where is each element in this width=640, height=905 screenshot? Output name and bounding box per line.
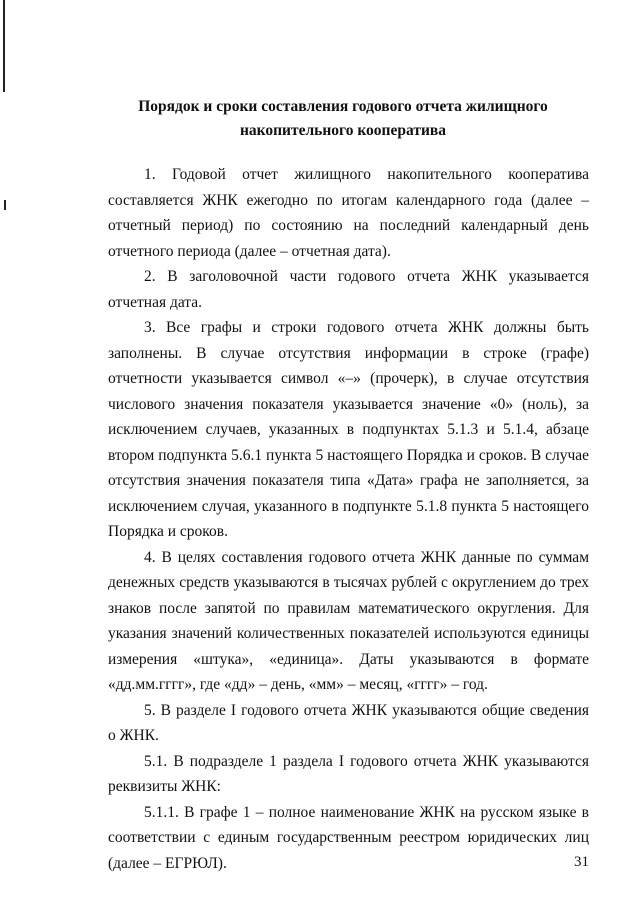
document-title-line-1: Порядок и сроки составления годового отчета жилищного xyxy=(138,98,548,115)
paragraph-5: 5. В разделе I годового отчета ЖНК указываются общие сведения о ЖНК. xyxy=(108,701,589,744)
document-title-line-2: накопительного кооператива xyxy=(239,122,447,139)
page-number: 31 xyxy=(574,854,589,870)
paragraph-2: 2. В заголовочной части годового отчета ЖНК указывается отчетная дата. xyxy=(108,268,589,311)
document-body xyxy=(108,162,589,876)
paragraph-3: 3. Все графы и строки годового отчета ЖНК должны быть заполнены. В случае отсутствия информации в строке (графе) отчетности указывается символ «–» (прочерк), в случае отсутствия числового значения показателя указывается значение «0» (ноль), за исключением случаев, указанных в подпунктах 5.1.3 и 5.1.4, абзаце втором подпункта 5.6.1 пункта 5 настоящего Порядка и сроков. В случае отсутствия значения показателя типа «Дата» графа не заполняется, за исключением случая, указанного в подпункте 5.1.8 пункта 5 настоящего Порядка и сроков. xyxy=(108,319,589,540)
paragraph-5-1-1: 5.1.1. В графе 1 – полное наименование ЖНК на русском языке в соответствии с единым государственным реестром юридических лиц (далее – ЕГРЮЛ). xyxy=(108,803,589,872)
paragraph-1: 1. Годовой отчет жилищного накопительного кооператива составляется ЖНК ежегодно по итогам календарного года (далее – отчетный период) по состоянию на последний календарный день отчетного периода (далее – отчетная дата). xyxy=(108,166,589,260)
scan-edge-mark-top xyxy=(3,0,5,62)
paragraph-4: 4. В целях составления годового отчета ЖНК данные по суммам денежных средств указываются в тысячах рублей с округлением до трех знаков после запятой по правилам математического округления. Для указания значений количественных показателей используются единицы измерения «штука», «единица». Даты указываются в формате «дд.мм.гггг», где «дд» – день, «мм» – месяц, «гггг» – год. xyxy=(108,548,589,693)
paragraph-5-1: 5.1. В подразделе 1 раздела I годового отчета ЖНК указываются реквизиты ЖНК: xyxy=(108,752,589,795)
scan-edge-mark-middle xyxy=(3,62,5,92)
scan-edge-mark-small xyxy=(4,200,6,210)
